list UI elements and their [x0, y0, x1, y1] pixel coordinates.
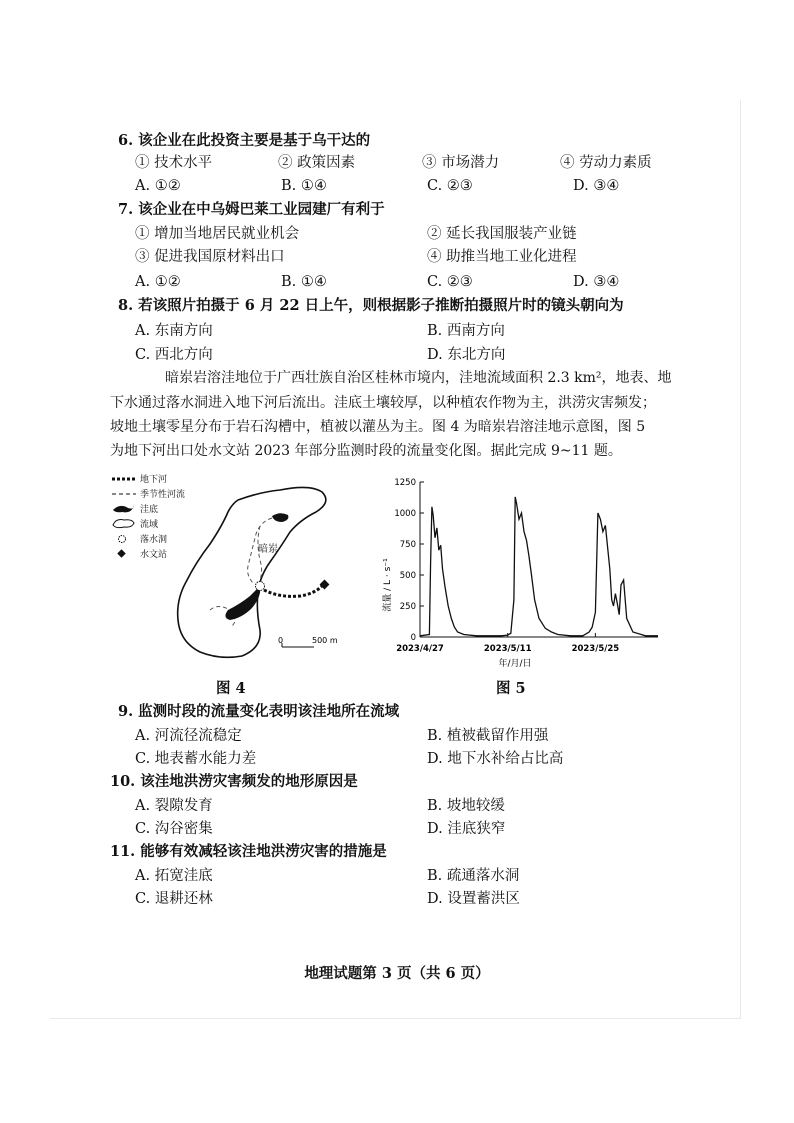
scale-end-label: 500 m — [312, 636, 338, 645]
q6-option-d: D. ③④ — [573, 178, 620, 194]
legend-underground-river: 地下河 — [140, 475, 168, 485]
q9-option-d: D. 地下水补给占比高 — [427, 751, 564, 767]
passage-line-2: 下水通过落水洞进入地下河后流出。洼底土壤较厚，以种植农作物为主，洪涝灾害频发； — [110, 395, 656, 411]
watershed-outline — [178, 487, 326, 657]
q8-option-a: A. 东南方向 — [135, 323, 213, 339]
q8-stem: 8. 若该照片拍摄于 6 月 22 日上午，则根据影子推断拍摄照片时的镜头朝向为 — [118, 297, 624, 314]
legend-seasonal-river: 季节性河流 — [140, 490, 186, 500]
sinkhole-legend-icon — [119, 536, 126, 543]
q11-stem: 11. 能够有效减轻该洼地洪涝灾害的措施是 — [110, 843, 387, 860]
seasonal-river-middle — [258, 526, 262, 584]
q6-stem: 6. 该企业在此投资主要是基于乌干达的 — [118, 132, 371, 149]
fig5-y-axis-label: 流量 / L · s⁻¹ — [383, 558, 393, 612]
q6-option-a: A. ①② — [135, 178, 181, 194]
legend-watershed: 流域 — [140, 520, 159, 530]
q7-option-c: C. ②③ — [427, 274, 473, 290]
fig4-map — [110, 470, 370, 665]
legend-hydro-station: 水文站 — [140, 550, 168, 560]
fig5-y-tick-label: 0 — [410, 633, 416, 643]
fig5-x-tick-label: 2023/4/27 — [396, 644, 444, 654]
fig5-axes — [394, 478, 658, 654]
fig5-y-tick-label: 250 — [399, 602, 416, 612]
q7-choice-1: ① 增加当地居民就业机会 — [135, 226, 300, 242]
q11-option-b: B. 疏通落水洞 — [427, 868, 520, 884]
watershed-legend-icon — [113, 520, 134, 528]
fig5-y-tick-label: 1250 — [394, 478, 416, 488]
fig5-x-tick-label: 2023/5/11 — [483, 644, 532, 654]
sinkhole-icon — [256, 582, 265, 591]
depression-bottom-lower — [225, 586, 260, 620]
fig4-caption: 图 4 — [216, 680, 246, 697]
q7-option-a: A. ①② — [135, 274, 181, 290]
q6-option-c: C. ②③ — [427, 178, 473, 194]
q6-choice-1: ① 技术水平 — [135, 155, 213, 171]
q7-choice-3: ③ 促进我国原材料出口 — [135, 249, 285, 265]
fig5-y-tick-label: 500 — [399, 571, 416, 581]
fig5-y-tick-label: 1000 — [394, 509, 416, 519]
fig5-chart — [380, 470, 665, 675]
q6-option-b: B. ①④ — [281, 178, 327, 194]
q7-choice-2: ② 延长我国服装产业链 — [427, 226, 577, 242]
hydro-station-icon — [320, 580, 330, 590]
q11-option-a: A. 拓宽洼底 — [135, 868, 213, 884]
q8-option-d: D. 东北方向 — [427, 347, 506, 363]
q8-option-c: C. 西北方向 — [135, 347, 213, 363]
q7-choice-4: ④ 助推当地工业化进程 — [427, 249, 577, 265]
underground-river-path — [264, 586, 322, 596]
fig4-legend — [112, 473, 185, 560]
passage-line-4: 为地下河出口处水文站 2023 年部分监测时段的流量变化图。据此完成 9~11 题。 — [110, 443, 622, 459]
q7-stem: 7. 该企业在中乌姆巴莱工业园建厂有利于 — [118, 201, 385, 218]
fig5-y-tick-label: 750 — [399, 540, 416, 550]
fig5-flow-line — [420, 497, 658, 636]
fig5-x-axis-label: 年/月/日 — [498, 659, 532, 669]
legend-sinkhole: 落水洞 — [140, 535, 168, 545]
fig5-caption: 图 5 — [496, 680, 526, 697]
page-footer: 地理试题第 3 页（共 6 页） — [304, 965, 490, 982]
q10-option-c: C. 沟谷密集 — [135, 821, 213, 837]
place-label-andong: 暗岽 — [258, 544, 278, 555]
passage-line-1: 暗岽岩溶洼地位于广西壮族自治区桂林市境内，洼地流域面积 2.3 km²，地表、地 — [165, 370, 672, 386]
q11-option-d: D. 设置蓄洪区 — [427, 891, 520, 907]
passage-line-3: 坡地土壤零星分布于岩石沟槽中，植被以灌丛为主。图 4 为暗岽岩溶洼地示意图，图 5 — [110, 419, 646, 435]
q7-option-b: B. ①④ — [281, 274, 327, 290]
q10-option-b: B. 坡地较缓 — [427, 798, 505, 814]
q7-option-d: D. ③④ — [573, 274, 620, 290]
fig5-series — [420, 497, 658, 636]
q9-option-c: C. 地表蓄水能力差 — [135, 751, 257, 767]
q10-stem: 10. 该洼地洪涝灾害频发的地形原因是 — [110, 773, 358, 790]
legend-depression-bottom: 洼底 — [140, 505, 159, 515]
fig5-x-tick-label: 2023/5/25 — [571, 644, 620, 654]
q10-option-a: A. 裂隙发育 — [135, 798, 213, 814]
q11-option-c: C. 退耕还林 — [135, 891, 213, 907]
q6-choice-4: ④ 劳动力素质 — [560, 155, 652, 171]
depression-bottom-upper — [272, 513, 288, 522]
q9-option-a: A. 河流径流稳定 — [135, 728, 242, 744]
q6-choice-3: ③ 市场潜力 — [422, 155, 500, 171]
q6-choice-2: ② 政策因素 — [278, 155, 356, 171]
q8-option-b: B. 西南方向 — [427, 323, 505, 339]
depression-bottom-legend-icon — [113, 505, 134, 512]
hydro-station-legend-icon — [117, 549, 125, 557]
q10-option-d: D. 洼底狭窄 — [427, 821, 506, 837]
scale-start-label: 0 — [278, 636, 284, 645]
q9-stem: 9. 监测时段的流量变化表明该洼地所在流域 — [118, 703, 400, 720]
q9-option-b: B. 植被截留作用强 — [427, 728, 549, 744]
